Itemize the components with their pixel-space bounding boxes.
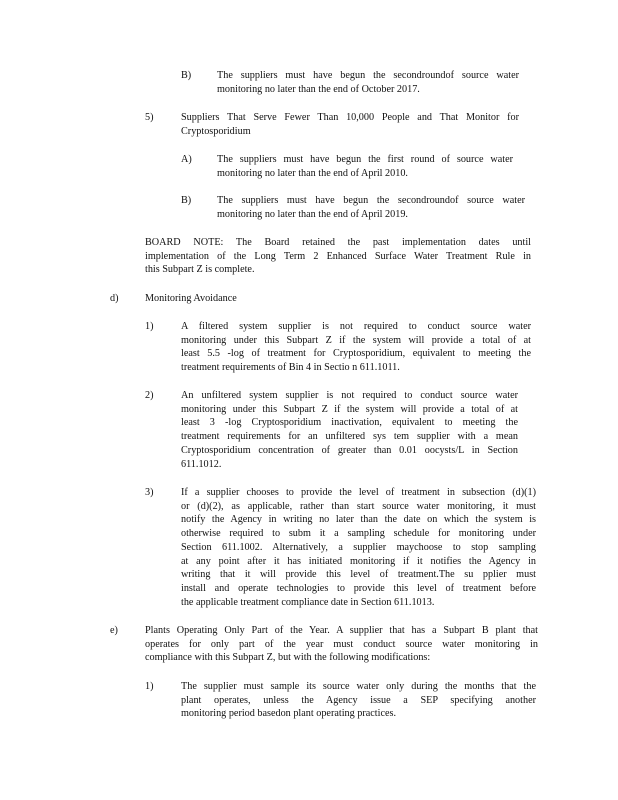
paragraph-e: [145, 624, 538, 665]
text-line: The supplier must sample its source water only during the months that the: [181, 681, 536, 692]
section-label-5: 5): [145, 112, 154, 123]
section-label-d: d): [110, 293, 119, 304]
paragraph-5a-b: [217, 194, 525, 221]
text-line: If a supplier chooses to provide the level of treatment in subsection (d)(1): [181, 487, 536, 498]
text-line: otherwise required to subm it a sampling schedule for monitoring under: [181, 528, 536, 540]
paragraph-note: [145, 236, 531, 277]
section-label-d3: 3): [145, 487, 154, 498]
section-label-5b: B): [181, 70, 192, 81]
text-line: treatment requirements for an unfiltered sys tem supplier with a mean: [181, 431, 518, 443]
text-line: The suppliers must have begun the secondroundof source water: [217, 70, 519, 81]
text-line: An unfiltered system supplier is not required to conduct source water: [181, 390, 518, 401]
paragraph-d1: [181, 320, 531, 375]
text-line: Plants Operating Only Part of the Year. A supplier that has a Subpart B plant that: [145, 625, 538, 636]
text-line: writing that it will provide this level of treatment.The su pplier must: [181, 569, 536, 581]
paragraph-d: [145, 292, 265, 306]
paragraph-e1: [181, 680, 536, 721]
paragraph-5a-a: [217, 153, 513, 180]
text-line: The suppliers must have begun the first round of source water: [217, 154, 513, 165]
paragraph-5b: [217, 69, 519, 96]
text-line: BOARD NOTE: The Board retained the past implementation dates until: [145, 237, 531, 248]
text-line: at any point after it has initiated monitoring if it notifies the Agency in: [181, 555, 536, 567]
paragraph-d2: [181, 389, 518, 471]
text-line: install and operate technologies to provide this level of treatment before: [181, 582, 536, 594]
section-label-d1: 1): [145, 321, 154, 332]
text-line: monitoring under this Subpart Z if the system will provide a total of at: [181, 334, 531, 346]
text-line: monitoring no later than the end of April 2019.: [217, 208, 408, 220]
text-line: or (d)(2), as applicable, rather than start source water monitoring, it must: [181, 500, 536, 512]
text-line: Section 611.1002. Alternatively, a supplier maychoose to stop sampling: [181, 541, 536, 553]
text-line: compliance with this Subpart Z, but with the following modifications:: [145, 652, 431, 664]
text-line: monitoring under this Subpart Z if the system will provide a total of at: [181, 403, 518, 415]
text-line: the applicable treatment compliance date in Section 611.1013.: [181, 596, 435, 608]
text-line: this Subpart Z is complete.: [145, 264, 255, 276]
paragraph-d3: [181, 486, 536, 609]
text-line: treatment requirements of Bin 4 in Sectio n 611.1011.: [181, 362, 400, 374]
text-line: notify the Agency in writing no later than the date on which the system is: [181, 514, 536, 526]
text-line: monitoring period basedon plant operating practices.: [181, 708, 397, 720]
text-line: monitoring no later than the end of October 2017.: [217, 83, 420, 95]
text-line: Suppliers That Serve Fewer Than 10,000 People and That Monitor for: [181, 112, 519, 123]
text-line: The suppliers must have begun the secondroundof source water: [217, 195, 525, 206]
paragraph-5: [181, 111, 519, 138]
text-line: 611.1012.: [181, 458, 222, 470]
text-line: Cryptosporidium concentration of greater than 0.01 oocysts/L in Section: [181, 444, 518, 456]
text-line: A filtered system supplier is not required to conduct source water: [181, 321, 531, 332]
text-line: least 3 -log Cryptosporidium inactivation, equivalent to meeting the: [181, 417, 518, 429]
section-label-e1: 1): [145, 681, 154, 692]
section-label-5a-b: B): [181, 195, 192, 206]
text-line: implementation of the Long Term 2 Enhanced Surface Water Treatment Rule in: [145, 250, 531, 262]
text-line: operates for only part of the year must conduct source water monitoring in: [145, 638, 538, 650]
text-line: Cryptosporidium: [181, 125, 251, 137]
text-line: least 5.5 -log of treatment for Cryptosporidium, equivalent to meeting the: [181, 348, 531, 360]
section-label-d2: 2): [145, 390, 154, 401]
text-line: monitoring no later than the end of April 2010.: [217, 167, 408, 179]
section-label-e: e): [110, 625, 118, 636]
section-label-5a-a: A): [181, 154, 192, 165]
text-line: plant operates, unless the Agency issue a SEP specifying another: [181, 694, 536, 706]
text-line: Monitoring Avoidance: [145, 293, 237, 304]
